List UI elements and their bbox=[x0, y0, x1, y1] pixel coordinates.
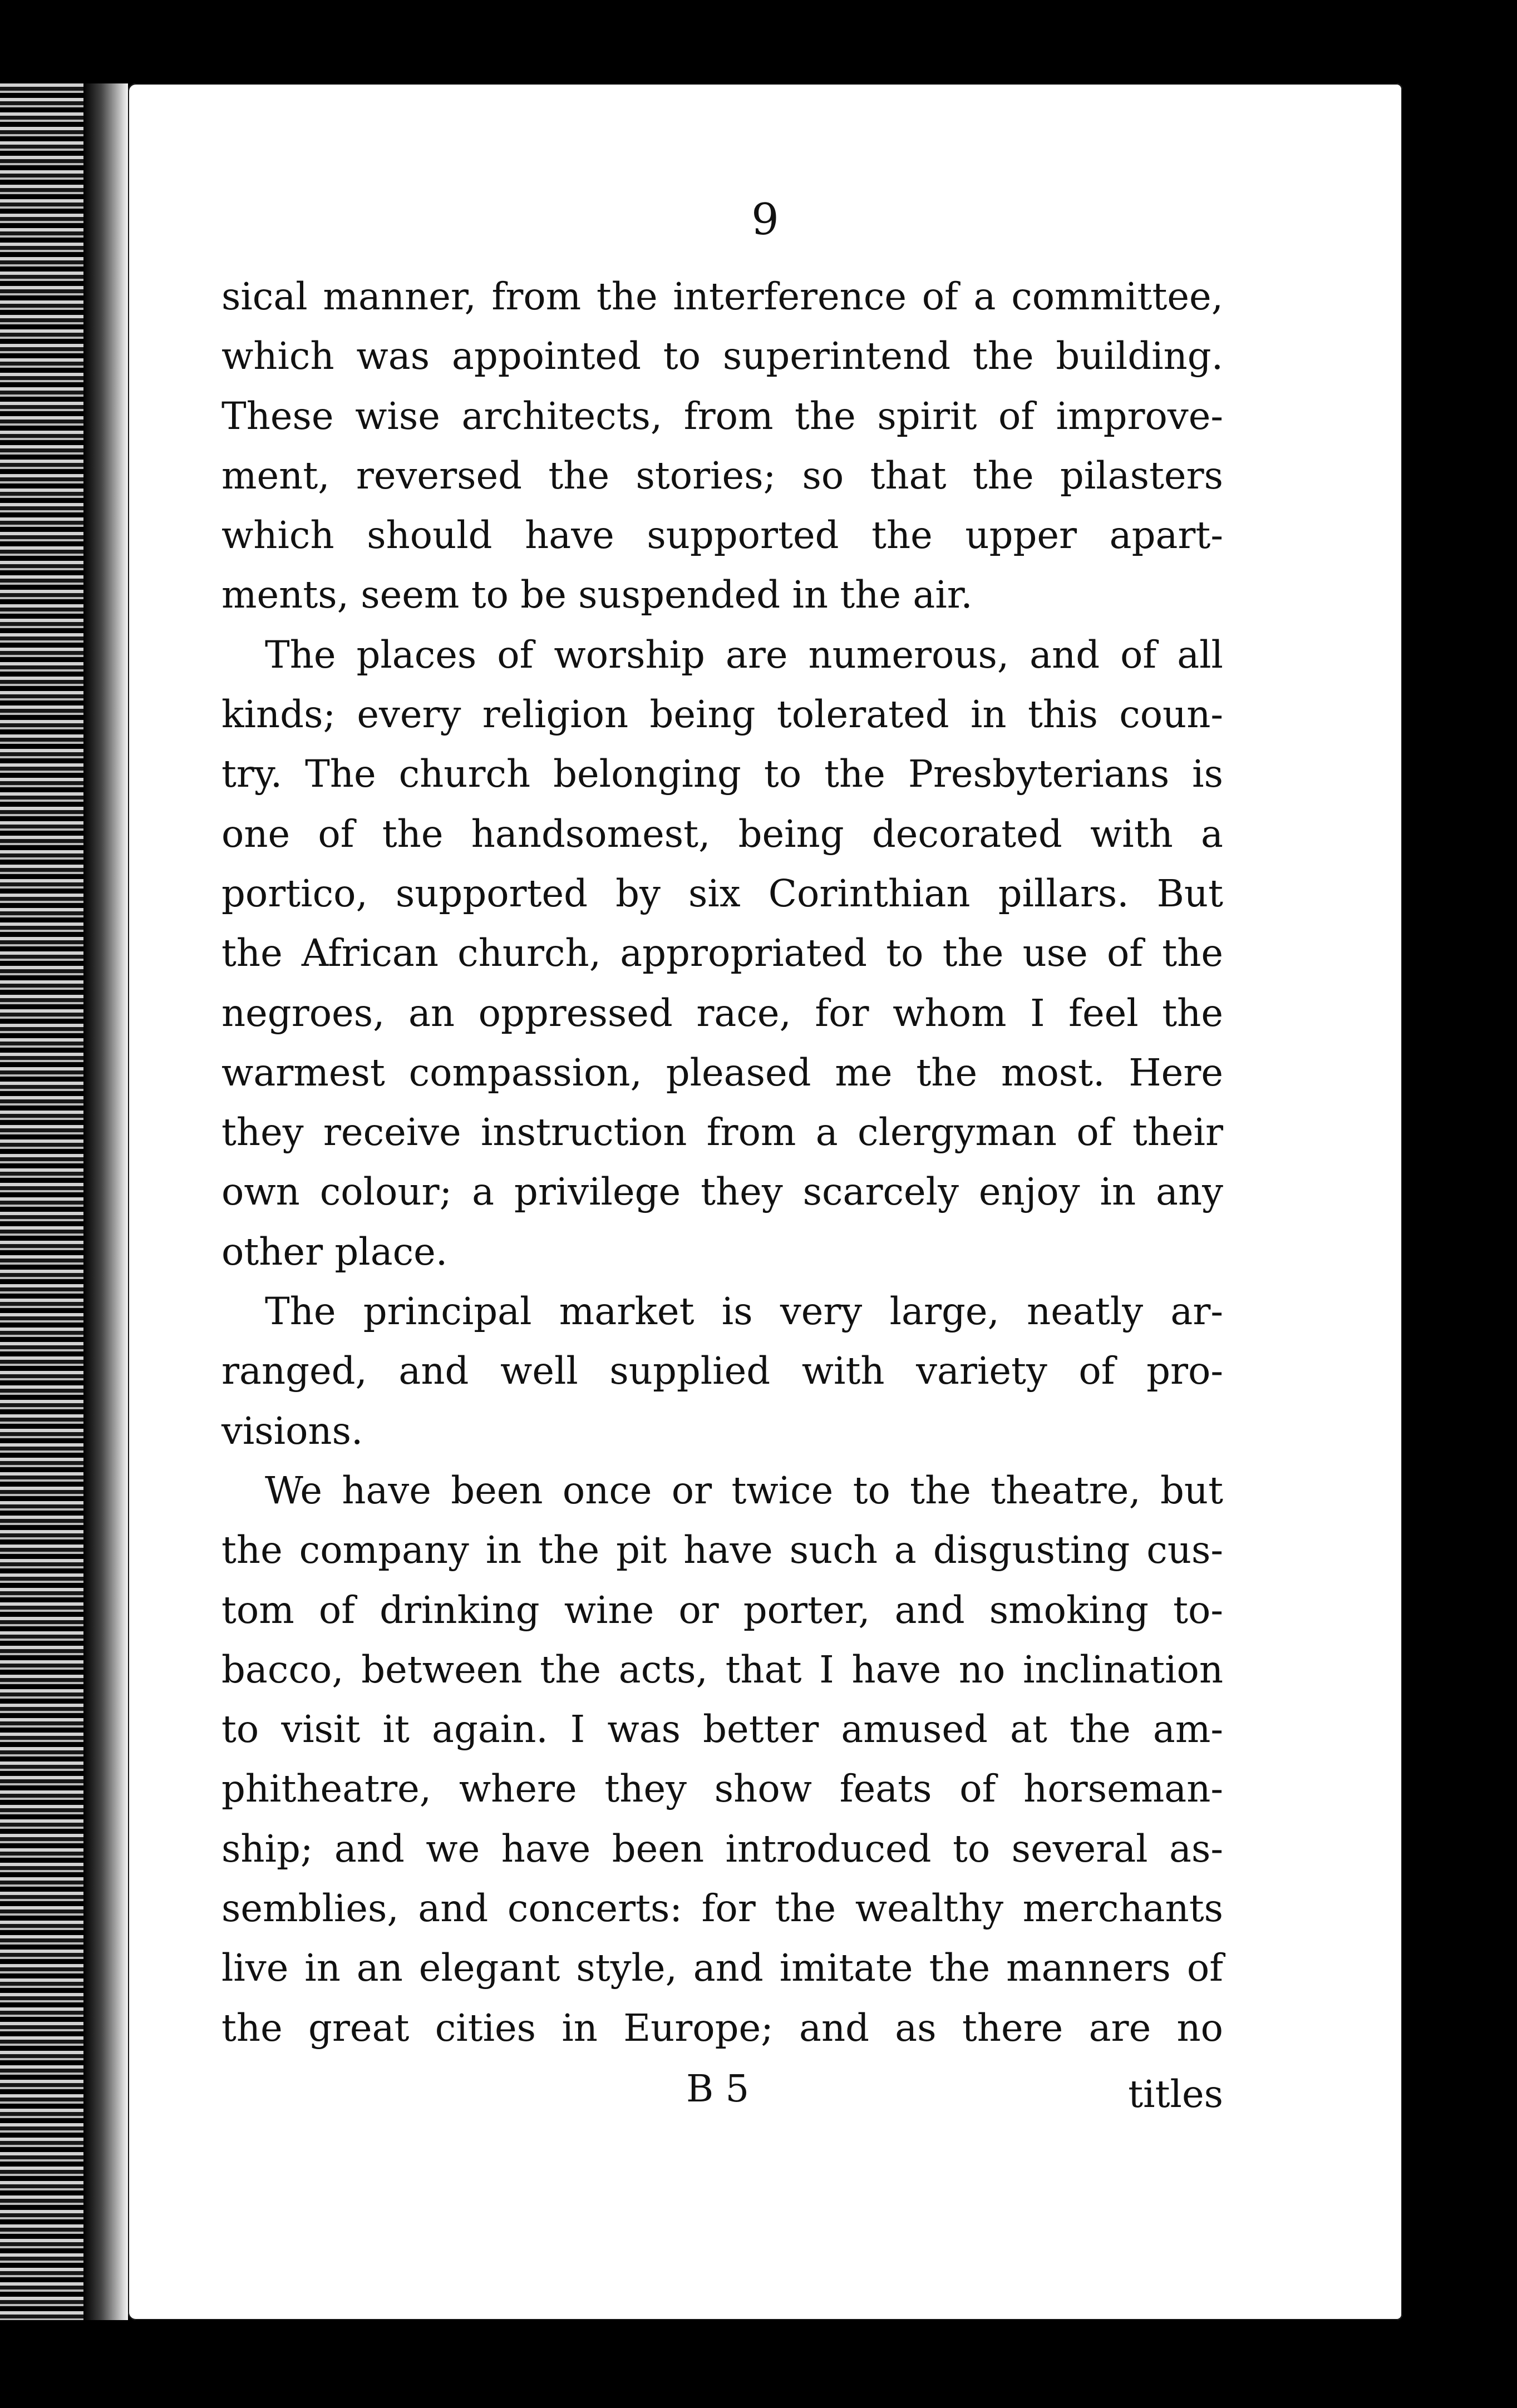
text-line: one of the handsomest, being decorated with a bbox=[221, 812, 1223, 856]
text-line: ship; and we have been introduced to several as- bbox=[221, 1827, 1223, 1871]
text-line: ment, reversed the stories; so that the pilasters bbox=[221, 453, 1223, 497]
text-line: negroes, an oppressed race, for whom I feel the bbox=[221, 991, 1223, 1035]
text-line: tom of drinking wine or porter, and smoking to- bbox=[221, 1588, 1223, 1632]
text-line: try. The church belonging to the Presbyterians is bbox=[221, 752, 1223, 796]
text-line: visions. bbox=[221, 1409, 363, 1453]
text-line: kinds; every religion being tolerated in this coun- bbox=[221, 693, 1223, 737]
text-line: the African church, appropriated to the use of the bbox=[221, 931, 1223, 975]
book-page bbox=[128, 83, 1402, 2320]
text-line: other place. bbox=[221, 1230, 448, 1274]
text-line: ments, seem to be suspended in the air. bbox=[221, 573, 973, 617]
text-line: ranged, and well supplied with variety of pro- bbox=[221, 1349, 1223, 1393]
text-line: semblies, and concerts: for the wealthy merchants bbox=[221, 1887, 1223, 1931]
text-line: own colour; a privilege they scarcely enjoy in any bbox=[221, 1170, 1223, 1214]
text-line: live in an elegant style, and imitate the manners of bbox=[221, 1946, 1223, 1990]
text-line: the company in the pit have such a disgusting cus- bbox=[221, 1528, 1223, 1572]
page-footer bbox=[221, 2067, 1223, 2128]
text-line: warmest compassion, pleased me the most. Here bbox=[221, 1050, 1223, 1094]
text-line: which was appointed to superintend the building. bbox=[221, 334, 1223, 378]
text-line: to visit it again. I was better amused at the am- bbox=[221, 1708, 1223, 1751]
page-number: 9 bbox=[751, 195, 779, 245]
catchword: titles bbox=[1128, 2073, 1223, 2116]
text-line: the great cities in Europe; and as there are no bbox=[221, 2006, 1223, 2050]
binding-edge bbox=[83, 83, 128, 2320]
text-line: These wise architects, from the spirit of improve- bbox=[221, 394, 1223, 438]
text-line: portico, supported by six Corinthian pillars. But bbox=[221, 871, 1223, 915]
text-line: bacco, between the acts, that I have no inclination bbox=[221, 1647, 1223, 1691]
body-text bbox=[221, 267, 1223, 2058]
text-line: We have been once or twice to the theatre, but bbox=[265, 1468, 1223, 1512]
text-line: The places of worship are numerous, and of all bbox=[265, 633, 1223, 677]
text-line: phitheatre, where they show feats of horseman- bbox=[221, 1767, 1223, 1811]
signature-mark: B 5 bbox=[686, 2067, 750, 2110]
text-line: they receive instruction from a clergyman of their bbox=[221, 1111, 1223, 1154]
text-line: which should have supported the upper apart- bbox=[221, 514, 1223, 557]
text-line: sical manner, from the interference of a committee, bbox=[221, 275, 1223, 318]
text-line: The principal market is very large, neatly ar- bbox=[265, 1290, 1223, 1334]
